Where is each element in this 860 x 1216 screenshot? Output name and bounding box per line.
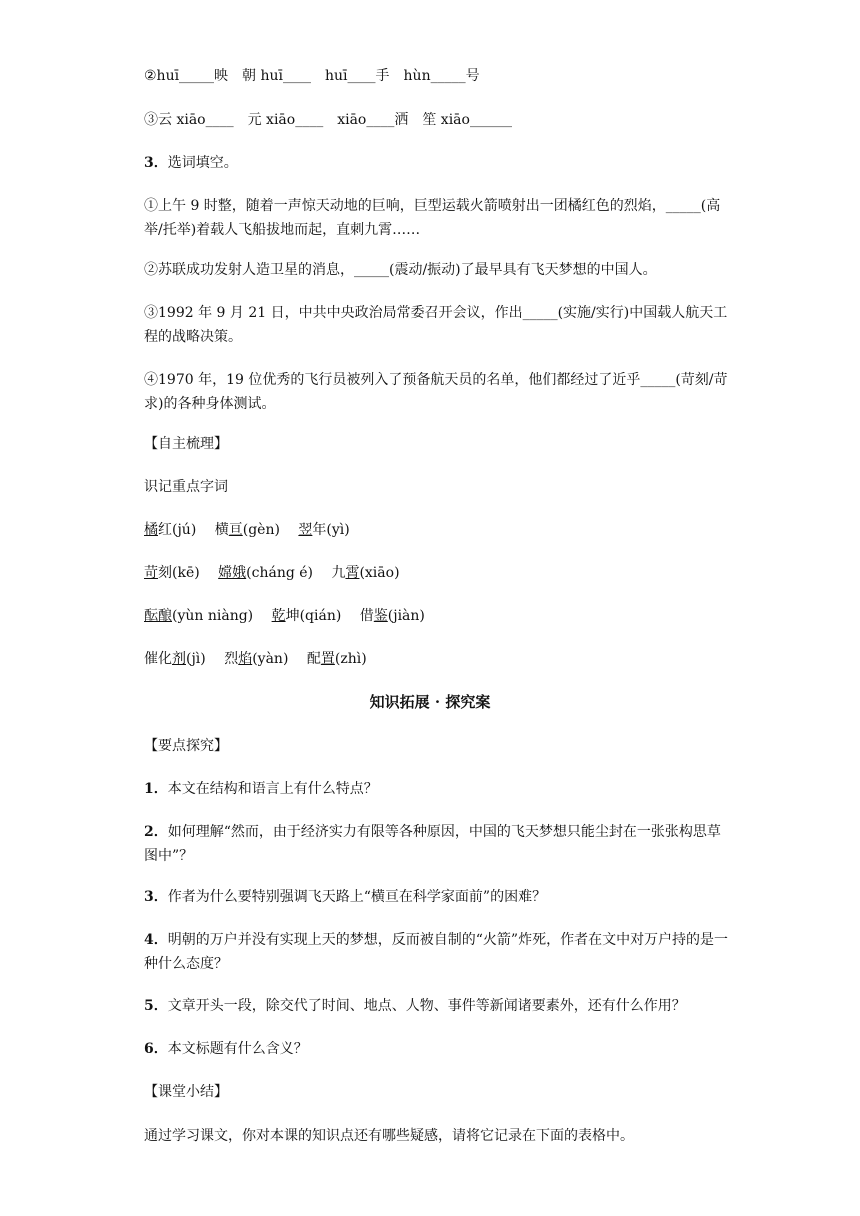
question-text: 文章开头一段，除交代了时间、地点、人物、事件等新闻诸要素外，还有什么作用？ <box>167 998 686 1014</box>
vocab-term: 橘红(jú) <box>144 522 197 538</box>
question-text: 明朝的万户并没有实现上天的梦想，反而被自制的“火箭”炸死，作者在文中对万户持的是一种什么态度？ <box>144 932 729 972</box>
vocab-term: 借鉴(jiàn) <box>359 608 425 624</box>
section-title: 知识拓展 · 探究案 <box>369 693 491 711</box>
question-number: 5． <box>144 998 168 1014</box>
pinyin-exercise-row-3: ③云 xiāo____ 元 xiāo____ xiāo____洒 笙 xiāo______ <box>144 112 512 128</box>
question-2 <box>144 820 730 868</box>
question-1 <box>144 779 730 799</box>
vocab-term: 苛刻(kē) <box>144 565 200 581</box>
pinyin-exercise-row-2: ②huī_____映 朝 huī____ huī____手 hùn_____号 <box>144 68 480 84</box>
summary-header: 【课堂小结】 <box>144 1084 228 1100</box>
vocab-term: 酝酿(yùn niàng) <box>144 608 254 624</box>
self-study-subheader: 识记重点字词 <box>144 479 228 495</box>
vocab-term: 乾坤(qián) <box>271 608 342 624</box>
question-text: 本文在结构和语言上有什么特点？ <box>167 781 378 797</box>
vocab-row-2 <box>144 563 730 583</box>
self-study-header: 【自主梳理】 <box>144 436 228 452</box>
question-number: 3． <box>144 889 168 905</box>
fill-blank-item-3: ③1992 年 9 月 21 日，中共中央政治局常委召开会议，作出_____(实施/实行)中国载人航天工程的战略决策。 <box>144 305 728 345</box>
question-number: 4． <box>144 932 168 948</box>
vocab-term: 横亘(gèn) <box>214 522 280 538</box>
key-points-header: 【要点探究】 <box>144 738 228 754</box>
vocab-term: 配置(zhì) <box>306 651 367 667</box>
vocab-row-4 <box>144 649 730 669</box>
question-text: 本文标题有什么含义？ <box>167 1041 308 1057</box>
question-3 <box>144 887 730 907</box>
question-text: 作者为什么要特别强调飞天路上“横亘在科学家面前”的困难？ <box>167 889 547 905</box>
summary-text: 通过学习课文，你对本课的知识点还有哪些疑感，请将它记录在下面的表格中。 <box>144 1128 634 1144</box>
exercise-3-heading <box>144 153 730 173</box>
question-number: 1． <box>144 781 168 797</box>
question-5 <box>144 996 730 1016</box>
fill-blank-item-4: ④1970 年，19 位优秀的飞行员被列入了预备航天员的名单，他们都经过了近乎_____(苛刻/苛求)的各种身体测试。 <box>144 372 728 412</box>
question-number: 2． <box>144 824 168 840</box>
vocab-term: 催化剂(jì) <box>144 651 206 667</box>
vocab-row-3 <box>144 606 730 626</box>
fill-blank-item-2: ②苏联成功发射人造卫星的消息，_____(震动/振动)了最早具有飞天梦想的中国人。 <box>144 262 657 278</box>
vocab-row-1 <box>144 520 730 540</box>
vocab-term: 九霄(xiāo) <box>331 565 400 581</box>
vocab-term: 嫦娥(cháng é) <box>218 565 313 581</box>
question-number: 6． <box>144 1041 168 1057</box>
question-4 <box>144 928 730 976</box>
question-number: 3． <box>144 155 168 171</box>
vocab-term: 翌年(yì) <box>298 522 350 538</box>
question-text: 选词填空。 <box>167 155 238 171</box>
fill-blank-item-1: ①上午 9 时整，随着一声惊天动地的巨响，巨型运载火箭喷射出一团橘红色的烈焰，_____(高举/托举)着载人飞船拔地而起，直刺九霄…… <box>144 198 721 238</box>
vocab-term: 烈焰(yàn) <box>224 651 289 667</box>
question-6 <box>144 1039 730 1059</box>
question-text: 如何理解“然而，由于经济实力有限等各种原因，中国的飞天梦想只能尘封在一张张构思草图中”？ <box>144 824 721 864</box>
